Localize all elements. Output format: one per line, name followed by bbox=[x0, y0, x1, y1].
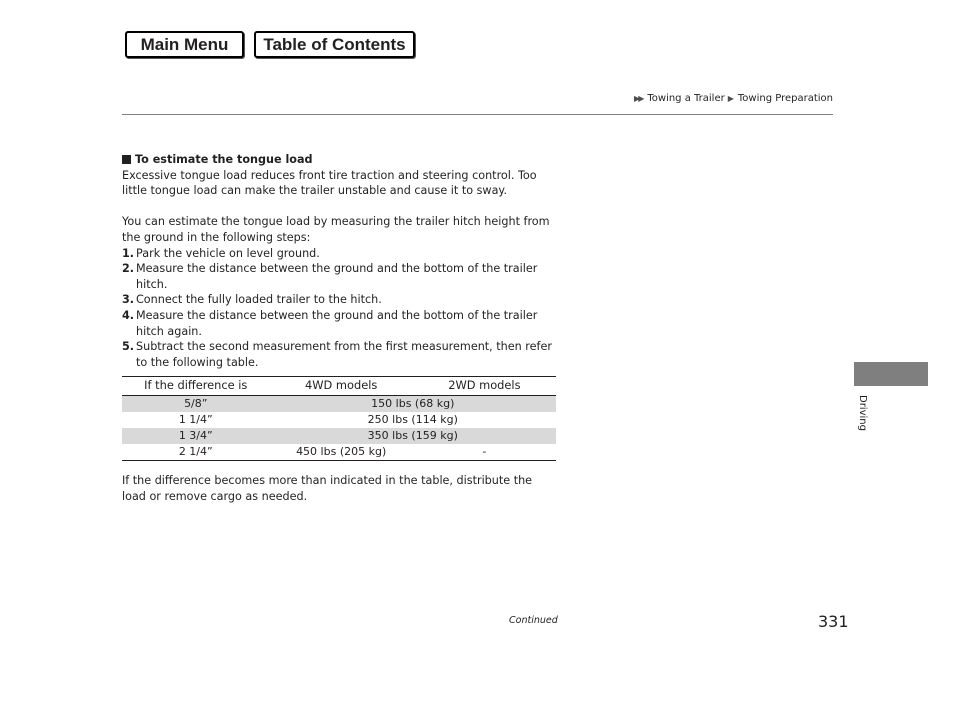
chapter-tab[interactable] bbox=[854, 362, 928, 386]
step-item bbox=[122, 292, 558, 308]
step-number: 2. bbox=[122, 262, 135, 276]
table-cell-load: 350 lbs (159 kg) bbox=[270, 428, 556, 444]
main-content bbox=[122, 152, 558, 504]
tongue-load-table bbox=[122, 376, 556, 461]
step-text: Subtract the second measurement from the first measurement, then refer to the following table. bbox=[136, 340, 552, 369]
table-row bbox=[122, 428, 556, 444]
step-text: Measure the distance between the ground and the bottom of the trailer hitch. bbox=[136, 262, 538, 291]
table-cell-difference: 1 3/4” bbox=[122, 428, 270, 444]
step-item bbox=[122, 261, 558, 292]
steps-intro-paragraph: You can estimate the tongue load by measuring the trailer hitch height from the ground in the following steps: bbox=[122, 215, 550, 244]
step-text: Park the vehicle on level ground. bbox=[136, 246, 320, 260]
double-triangle-icon: ▶▶ bbox=[634, 94, 643, 103]
table-cell-difference: 5/8” bbox=[122, 395, 270, 412]
step-number: 3. bbox=[122, 293, 135, 307]
table-row bbox=[122, 444, 556, 461]
page-number: 331 bbox=[818, 612, 849, 631]
step-text: Connect the fully loaded trailer to the hitch. bbox=[136, 293, 382, 307]
section-heading bbox=[122, 152, 558, 168]
step-number: 4. bbox=[122, 308, 135, 322]
step-number: 5. bbox=[122, 340, 135, 354]
step-item bbox=[122, 246, 558, 262]
table-row bbox=[122, 395, 556, 412]
intro-paragraph: Excessive tongue load reduces front tire traction and steering control. Too little tongue load can make the trailer unstable and cause it to sway. bbox=[122, 168, 537, 198]
column-header-2wd: 2WD models bbox=[413, 377, 556, 396]
closing-paragraph: If the difference becomes more than indicated in the table, distribute the load or remove cargo as needed. bbox=[122, 473, 533, 503]
step-item bbox=[122, 339, 558, 370]
column-header-difference: If the difference is bbox=[122, 377, 270, 396]
main-menu-button[interactable]: Main Menu bbox=[125, 31, 244, 58]
table-cell-2wd: - bbox=[413, 444, 556, 461]
breadcrumb-item-towing-trailer[interactable]: Towing a Trailer bbox=[647, 93, 725, 104]
square-bullet-icon bbox=[122, 155, 131, 164]
header-divider bbox=[122, 114, 833, 115]
table-cell-load: 150 lbs (68 kg) bbox=[270, 395, 556, 412]
chapter-tab-label: Driving bbox=[857, 395, 868, 431]
table-cell-difference: 1 1/4” bbox=[178, 413, 213, 427]
table-header-row bbox=[122, 377, 556, 396]
step-item bbox=[122, 308, 558, 339]
table-cell-difference: 2 1/4” bbox=[122, 444, 270, 461]
breadcrumb-item-towing-preparation[interactable]: Towing Preparation bbox=[737, 93, 833, 104]
table-cell-4wd: 450 lbs (205 kg) bbox=[270, 444, 413, 461]
table-cell-load: 250 lbs (114 kg) bbox=[367, 413, 458, 427]
column-header-4wd: 4WD models bbox=[270, 377, 413, 396]
triangle-icon: ▶ bbox=[727, 94, 734, 103]
section-heading-text: To estimate the tongue load bbox=[135, 153, 313, 166]
table-row bbox=[122, 412, 556, 428]
table-of-contents-button[interactable]: Table of Contents bbox=[254, 31, 415, 58]
breadcrumb bbox=[634, 93, 833, 104]
continued-label: Continued bbox=[509, 615, 558, 626]
step-number: 1. bbox=[122, 246, 135, 260]
step-text: Measure the distance between the ground and the bottom of the trailer hitch again. bbox=[136, 308, 538, 338]
